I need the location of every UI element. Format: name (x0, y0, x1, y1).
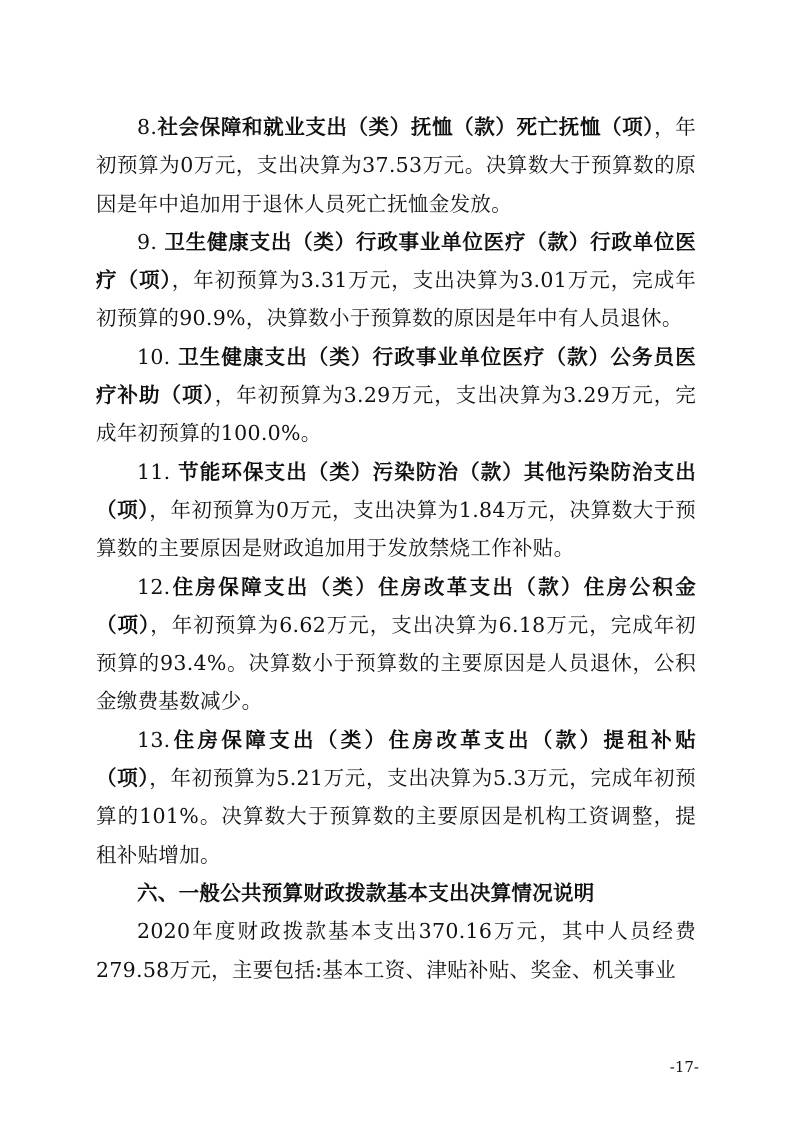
paragraph-12 (96, 568, 696, 721)
page-number: -17- (669, 1058, 699, 1076)
paragraph-9 (96, 223, 696, 338)
item-title: 住房保障支出（类）住房改革支出（款）提租补贴（项） (96, 727, 696, 791)
document-body (96, 108, 696, 989)
item-number: 11. (137, 459, 179, 484)
item-number: 9. (137, 229, 165, 254)
item-title: 卫生健康支出（类）行政事业单位医疗（款）行政单位医疗（项） (96, 229, 697, 293)
item-number: 13. (137, 727, 171, 752)
item-title: 节能环保支出（类）污染防治（款）其他污染防治支出（项） (96, 459, 696, 522)
item-text: ，年初预算为0万元，支出决算为37.53万元。决算数大于预算数的原因是年中追加用于退休人员死亡抚恤金发放。 (96, 115, 696, 216)
item-number: 8. (137, 115, 158, 139)
section-heading: 六、一般公共预算财政拨款基本支出决算情况说明 (137, 880, 595, 905)
item-text: ，年初预算为5.21万元，支出决算为5.3万元，完成年初预算的101%。决算数大于预算数的主要原因是机构工资调整，提租补贴增加。 (96, 766, 696, 867)
paragraph-13 (96, 721, 696, 874)
item-number: 10. (137, 344, 179, 369)
paragraph-11 (96, 453, 696, 568)
item-text: ，年初预算为3.31万元，支出决算为3.01万元，完成年初预算的90.9%，决算数小于预算数的原因是年中有人员退休。 (96, 268, 697, 331)
paragraph-10 (96, 338, 696, 453)
item-text: ，年初预算为3.29万元，支出决算为3.29万元，完成年初预算的100.0%。 (96, 383, 696, 446)
item-title: 住房保障支出（类）住房改革支出（款）住房公积金（项） (96, 574, 696, 637)
item-text: ，年初预算为0万元，支出决算为1.84万元，决算数大于预算数的主要原因是财政追加用于发放禁烧工作补贴。 (96, 497, 696, 561)
item-text: ，年初预算为6.62万元，支出决算为6.18万元，完成年初预算的93.4%。决算数小于预算数的主要原因是人员退休，公积金缴费基数减少。 (96, 612, 696, 714)
item-title: 卫生健康支出（类）行政事业单位医疗（款）公务员医疗补助（项） (96, 344, 696, 408)
item-title: 社会保障和就业支出（类）抚恤（款）死亡抚恤（项） (157, 115, 655, 139)
closing-paragraph: 2020年度财政拨款基本支出370.16万元，其中人员经费279.58万元，主要包括:基本工资、津贴补贴、奖金、机关事业 (96, 919, 696, 982)
item-number: 12. (137, 574, 171, 599)
paragraph-8 (96, 108, 696, 223)
